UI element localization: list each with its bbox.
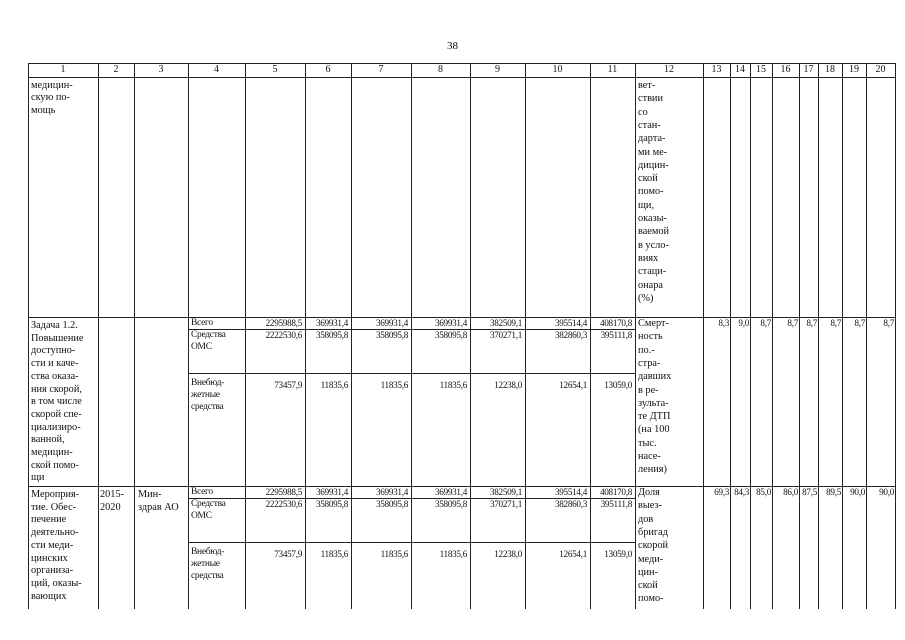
row3-col1-text: ций, оказы- — [31, 577, 82, 589]
row3-offbudget-value: 12238,0 — [494, 549, 522, 559]
header-col-18: 18 — [825, 64, 835, 75]
row1-col1-text: скую по- — [31, 92, 70, 104]
row2-col1-text: щи — [31, 472, 45, 484]
row2-indicator-value: 9,0 — [738, 318, 749, 328]
row2-col1-text: сти и каче- — [31, 358, 79, 370]
header-col-15: 15 — [756, 64, 766, 75]
header-col-8: 8 — [438, 64, 443, 75]
row2-label-off2: жетные — [191, 390, 220, 400]
row1-col12-text: ми ме- — [638, 146, 668, 158]
row3-col12-text: меди- — [638, 553, 664, 565]
row2-oms-value: 395111,8 — [600, 330, 632, 340]
row2-oms-value: 358095,8 — [434, 330, 467, 340]
row2-col1-text: ванной, — [31, 434, 65, 446]
header-col-7: 7 — [378, 64, 384, 75]
row3-label-off2: жетные — [191, 559, 220, 569]
row3-offbudget-value: 11835,6 — [380, 549, 408, 559]
row2-col1-text: медицин- — [31, 447, 73, 458]
column-divider — [730, 63, 731, 609]
row3-period-text: 2020 — [100, 501, 121, 513]
row2-label-off3: средства — [191, 402, 224, 412]
row2-col12-text: стра- — [638, 357, 661, 369]
row1-col12-text: вет- — [638, 80, 656, 91]
row3-oms-value: 358095,8 — [315, 499, 348, 509]
row3-total-value: 369931,4 — [315, 487, 348, 497]
row3-indicator-value: 86,0 — [783, 487, 798, 497]
row2-indicator-value: 8,7 — [760, 318, 771, 328]
row2-oms-value: 382860,3 — [554, 330, 587, 340]
row1-col12-text: в усло- — [638, 239, 669, 251]
row3-indicator-value: 90,0 — [850, 487, 865, 497]
row2-col1-text: ства оказа- — [31, 370, 79, 382]
row3-label-total: Всего — [191, 487, 213, 497]
row2-label-off1: Внебюд- — [191, 378, 224, 388]
column-divider — [134, 63, 135, 609]
header-col-17: 17 — [803, 64, 814, 75]
row3-col1-text: организа- — [31, 565, 74, 577]
row3-executor-text: Мин- — [138, 489, 162, 500]
row1-col1-text: медицин- — [31, 80, 73, 91]
row2-col1-text: ской помо- — [31, 459, 79, 471]
row3-col12-text: скорой — [638, 540, 669, 552]
row3-indicator-value: 69,3 — [714, 487, 729, 497]
row3-total-value: 395514,4 — [554, 487, 587, 497]
row2-total-value: 408170,8 — [599, 318, 632, 328]
row2-col12-text: Смерт- — [638, 318, 669, 329]
row3-col1-text: печение — [31, 514, 67, 526]
row2-col1-text: Повышение — [31, 332, 84, 344]
row1-col12-text: щи, — [638, 199, 655, 211]
header-col-1: 1 — [60, 64, 66, 75]
column-divider — [842, 63, 843, 609]
row2-total-value: 369931,4 — [434, 318, 467, 328]
row2-total-value: 2295988,5 — [265, 318, 302, 328]
row1-col12-text: ствии — [638, 93, 663, 105]
row2-label-oms2: ОМС — [191, 342, 212, 352]
row3-indicator-value: 85,0 — [756, 487, 771, 497]
row2-indicator-value: 8,3 — [718, 318, 729, 328]
row3-col1-text: тие. Обес- — [31, 501, 77, 513]
row2-offbudget-value: 12654,1 — [559, 380, 587, 390]
column-divider — [98, 63, 99, 609]
row3-total-value: 382509,1 — [489, 487, 522, 497]
row1-col12-text: дицин- — [638, 159, 669, 171]
row3-offbudget-value: 11835,6 — [439, 549, 467, 559]
row3-label-off3: средства — [191, 571, 224, 581]
header-col-6: 6 — [325, 64, 331, 75]
row1-col12-text: (%) — [638, 292, 654, 304]
row2-col1-text: ния скорой, — [31, 383, 82, 395]
row2-col12-text: зульта- — [638, 397, 669, 409]
row3-label-oms1: Средства — [191, 499, 226, 509]
row2-col12-text: давших — [638, 371, 672, 383]
row3-total-value: 369931,4 — [434, 487, 467, 497]
row2-col1-text: доступно- — [31, 345, 76, 357]
row3-indicator-value: 84,3 — [734, 487, 749, 497]
row2-offbudget-value: 11835,6 — [380, 380, 408, 390]
row3-oms-value: 370271,1 — [489, 499, 522, 509]
row2-col1-text: Задача 1.2. — [31, 320, 78, 331]
row2-col12-text: ность — [638, 331, 663, 343]
row1-col12-text: ской — [638, 173, 658, 185]
row2-subline — [188, 373, 635, 374]
row1-col12-text: стан- — [638, 119, 661, 131]
header-col-20: 20 — [875, 64, 886, 75]
header-col-16: 16 — [780, 64, 791, 75]
column-divider — [799, 63, 800, 609]
row2-indicator-value: 8,7 — [787, 318, 798, 328]
row3-label-off1: Внебюд- — [191, 547, 224, 557]
row3-col1-text: сти меди- — [31, 539, 74, 551]
row2-offbudget-value: 73457,9 — [274, 380, 302, 390]
row3-col12-text: дов — [638, 513, 654, 525]
header-col-12: 12 — [664, 64, 674, 75]
row3-col12-text: Доля — [638, 487, 660, 498]
row3-col1-text: цинских — [31, 552, 68, 564]
row2-indicator-value: 8,7 — [806, 318, 817, 328]
row3-oms-value: 358095,8 — [434, 499, 467, 509]
row2-oms-value: 358095,8 — [315, 330, 348, 340]
row3-offbudget-value: 13059,0 — [604, 549, 632, 559]
row2-col12-text: насе- — [638, 451, 661, 462]
row2-oms-value: 370271,1 — [489, 330, 522, 340]
row3-total-value: 369931,4 — [375, 487, 408, 497]
table-left-border — [28, 63, 29, 609]
row2-total-value: 382509,1 — [489, 318, 522, 328]
row1-col12-text: ваемой — [638, 226, 670, 238]
column-divider — [188, 63, 189, 609]
row3-offbudget-value: 73457,9 — [274, 549, 302, 559]
row2-col1-text: скорой спе- — [31, 408, 82, 420]
row2-offbudget-value: 12238,0 — [494, 380, 522, 390]
header-col-10: 10 — [552, 64, 563, 75]
row3-col12-text: цин- — [638, 566, 658, 578]
row1-col12-text: оказы- — [638, 213, 667, 224]
row2-offbudget-value: 13059,0 — [604, 380, 632, 390]
header-col-4: 4 — [214, 64, 219, 75]
header-col-14: 14 — [735, 64, 745, 75]
row3-oms-value: 358095,8 — [375, 499, 408, 509]
row3-total-value: 2295988,5 — [265, 487, 302, 497]
row3-subline — [188, 542, 635, 543]
row2-col12-text: в ре- — [638, 384, 659, 396]
row1-col12-text: дарта- — [638, 133, 666, 145]
row3-offbudget-value: 12654,1 — [559, 549, 587, 559]
header-col-2: 2 — [113, 64, 119, 75]
header-col-13: 13 — [711, 64, 722, 75]
column-divider — [866, 63, 867, 609]
row3-col12-text: помо- — [638, 593, 664, 605]
row3-oms-value: 395111,8 — [600, 499, 632, 509]
row3-col12-text: выез- — [638, 500, 662, 512]
row3-offbudget-value: 11835,6 — [320, 549, 348, 559]
column-divider — [703, 63, 704, 609]
row2-offbudget-value: 11835,6 — [439, 380, 467, 390]
row3-indicator-value: 89,5 — [826, 487, 841, 497]
row3-indicator-value: 87,5 — [802, 487, 817, 497]
row2-label-oms1: Средства — [191, 330, 226, 340]
row3-oms-value: 2222530,6 — [265, 499, 302, 509]
row3-col1-text: вающих — [31, 590, 67, 602]
row2-indicator-value: 8,7 — [883, 318, 894, 328]
row2-col12-text: по.- — [638, 344, 655, 356]
row2-col1-text: в том числе — [31, 396, 82, 408]
header-col-3: 3 — [158, 64, 164, 75]
row2-total-value: 369931,4 — [375, 318, 408, 328]
row3-label-oms2: ОМС — [191, 511, 212, 521]
row1-col12-text: со — [638, 106, 648, 118]
row2-oms-value: 358095,8 — [375, 330, 408, 340]
row1-col12-text: виях — [638, 252, 659, 264]
row3-period-text: 2015- — [100, 489, 125, 500]
row3-col12-text: бригад — [638, 526, 668, 538]
row2-total-value: 395514,4 — [554, 318, 587, 328]
row2-col12-text: ления) — [638, 464, 667, 476]
header-col-11: 11 — [607, 64, 618, 75]
row3-total-value: 408170,8 — [599, 487, 632, 497]
row2-oms-value: 2222530,6 — [265, 330, 302, 340]
row2-indicator-value: 8,7 — [830, 318, 841, 328]
row2-col1-text: циализиро- — [31, 421, 81, 433]
row3-col12-text: ской — [638, 580, 658, 592]
row2-col12-text: те ДТП — [638, 411, 671, 423]
header-col-19: 19 — [849, 64, 859, 75]
row2-col12-text: (на 100 — [638, 424, 670, 436]
header-bottom-border — [28, 77, 895, 78]
row2-total-value: 369931,4 — [315, 318, 348, 328]
row2-offbudget-value: 11835,6 — [320, 380, 348, 390]
row3-executor-text: здрав АО — [138, 501, 179, 513]
column-divider — [772, 63, 773, 609]
column-divider — [818, 63, 819, 609]
row3-col1-text: деятельно- — [31, 527, 79, 539]
row2-label-total: Всего — [191, 318, 213, 328]
row3-indicator-value: 90,0 — [879, 487, 894, 497]
row3-oms-value: 382860,3 — [554, 499, 587, 509]
column-divider — [895, 63, 896, 609]
column-divider — [635, 63, 636, 609]
row2-indicator-value: 8,7 — [854, 318, 865, 328]
header-col-9: 9 — [495, 64, 500, 75]
row1-col12-text: помо- — [638, 186, 664, 198]
row3-col1-text: Мероприя- — [31, 489, 80, 500]
header-col-5: 5 — [272, 64, 278, 75]
page-number: 38 — [447, 40, 458, 52]
row1-col12-text: стаци- — [638, 266, 667, 278]
column-divider — [750, 63, 751, 609]
row1-col12-text: онара — [638, 279, 663, 291]
row2-col12-text: тыс. — [638, 437, 657, 449]
budget-table — [28, 63, 895, 609]
row1-col1-text: мощь — [31, 104, 56, 116]
